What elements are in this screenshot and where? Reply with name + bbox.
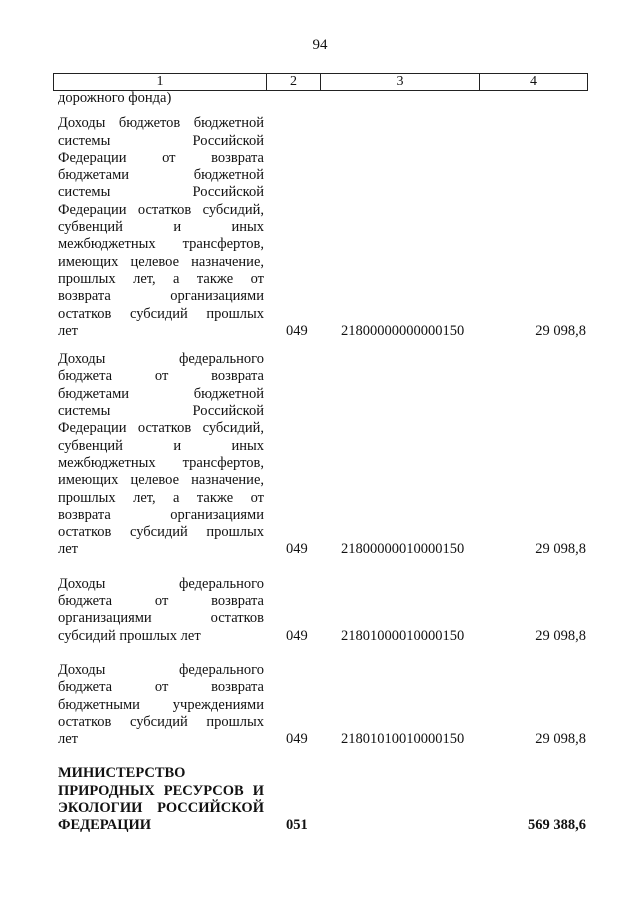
description-line: лет <box>58 322 79 339</box>
description-line: Доходы федерального <box>58 661 264 678</box>
description-line: субвенций и иных <box>58 437 264 454</box>
description-line: МИНИСТЕРСТВО <box>58 765 186 782</box>
description-line: системы Российской <box>58 184 264 201</box>
description-line: остатков субсидий прошлых <box>58 305 264 322</box>
table-row <box>58 662 588 748</box>
row-amount: 29 098,8 <box>535 541 586 558</box>
row-description <box>58 662 264 748</box>
row-code: 049 <box>286 627 308 644</box>
description-line: бюджетами бюджетной <box>58 385 264 402</box>
description-line: возврата организациями <box>58 288 264 305</box>
description-line: ЭКОЛОГИИ РОССИЙСКОЙ <box>58 799 264 816</box>
description-line: Доходы федерального <box>58 575 264 592</box>
table-row <box>58 115 588 340</box>
description-line: лет <box>58 731 79 748</box>
description-line: прошлых лет, а также от <box>58 489 264 506</box>
description-line: лет <box>58 541 79 558</box>
description-line: системы Российской <box>58 132 264 149</box>
row-code: 049 <box>286 731 308 748</box>
row-description <box>58 90 264 107</box>
header-col-1: 1 <box>54 74 267 91</box>
table-header <box>53 73 588 91</box>
row-description <box>58 115 264 340</box>
description-line: Федерации от возврата <box>58 149 264 166</box>
row-kbk: 21801000010000150 <box>341 627 465 644</box>
description-line: Федерации остатков субсидий, <box>58 201 264 218</box>
row-kbk: 21800000010000150 <box>341 541 465 558</box>
table-row <box>58 351 588 559</box>
description-line: субвенций и иных <box>58 219 264 236</box>
row-code: 051 <box>286 817 308 834</box>
row-description <box>58 351 264 559</box>
description-line: межбюджетных трансфертов, <box>58 236 264 253</box>
description-line: организациями остатков <box>58 610 264 627</box>
header-col-4: 4 <box>480 74 588 91</box>
description-line: ПРИРОДНЫХ РЕСУРСОВ И <box>58 782 264 799</box>
description-line: возврата организациями <box>58 506 264 523</box>
description-line: бюджета от возврата <box>58 679 264 696</box>
description-line: ФЕДЕРАЦИИ <box>58 817 152 834</box>
description-line: межбюджетных трансфертов, <box>58 454 264 471</box>
row-code: 049 <box>286 541 308 558</box>
description-line: остатков субсидий прошлых <box>58 713 264 730</box>
description-line: Федерации остатков субсидий, <box>58 420 264 437</box>
row-description <box>58 576 264 645</box>
description-line: Доходы бюджетов бюджетной <box>58 115 264 132</box>
row-amount: 29 098,8 <box>535 731 586 748</box>
description-line: бюджета от возврата <box>58 593 264 610</box>
header-col-2: 2 <box>267 74 321 91</box>
description-line: бюджета от возврата <box>58 368 264 385</box>
description-line: остатков субсидий прошлых <box>58 524 264 541</box>
description-line: имеющих целевое назначение, <box>58 472 264 489</box>
table-row <box>58 576 588 645</box>
table-body <box>58 90 588 835</box>
description-line: системы Российской <box>58 403 264 420</box>
description-line: субсидий прошлых лет <box>58 627 201 644</box>
row-kbk: 21800000000000150 <box>341 322 465 339</box>
description-line: бюджетами бюджетной <box>58 167 264 184</box>
description-line: дорожного фонда) <box>58 90 172 106</box>
page-number: 94 <box>312 37 328 53</box>
table-row <box>58 765 588 834</box>
row-amount: 29 098,8 <box>535 627 586 644</box>
description-line: прошлых лет, а также от <box>58 270 264 287</box>
row-amount: 29 098,8 <box>535 322 586 339</box>
row-amount: 569 388,6 <box>528 817 586 834</box>
header-col-3: 3 <box>321 74 480 91</box>
description-line: имеющих целевое назначение, <box>58 253 264 270</box>
row-code: 049 <box>286 322 308 339</box>
table-row <box>58 90 588 107</box>
row-kbk: 21801010010000150 <box>341 731 465 748</box>
description-line: бюджетными учреждениями <box>58 696 264 713</box>
description-line: Доходы федерального <box>58 351 264 368</box>
row-description <box>58 765 264 834</box>
